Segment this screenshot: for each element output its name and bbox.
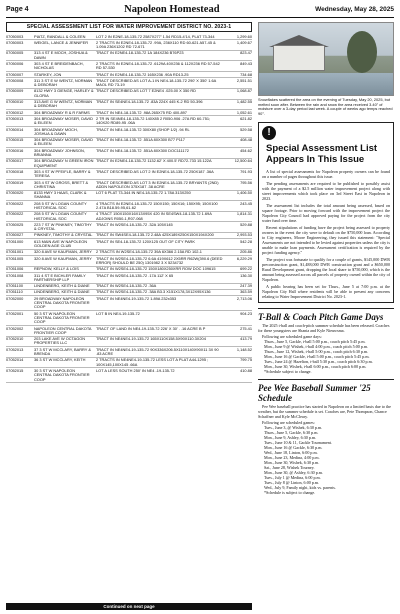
parcel-id: 07052015	[6, 367, 24, 373]
owner-name: 313 4 ST E MOCH, JOSHUA & DAWN	[34, 50, 88, 60]
masthead	[6, 4, 394, 18]
owner-name: NAPOLEON CENTRAL DAKOTA FRONTIER COOP	[34, 325, 92, 335]
paragraph: Sat., June 28, Wishek Tourney.	[264, 464, 315, 470]
paragraph: The project was fortunate to qualify for a couple of grants, $145,000 DWR preconstruction grant, $1,488,000 DWR construction grant and a $650,000 Rural Development grant, dropping the local share to $750,000, which is the amount being assessed across all parcels of property owned within the city of Napoleon.	[262, 256, 390, 282]
owner-name: 303 4 ST W GROSS, BRETT & CHRISTINA	[34, 179, 89, 189]
assessment-amount: 1,052.61	[236, 109, 252, 115]
assessment-amount: 1,068.87	[236, 88, 252, 94]
assessment-row	[6, 89, 252, 100]
assessment-row	[6, 311, 252, 326]
photo-caption: Snowflakes scattered the area on the evening of Tuesday, May 20, 2025, but melted soon after. Between the rain and snow the area received 3.40" of moisture over a 3-day period last week. A couple of weeks ago temps reached 90°.	[258, 97, 393, 116]
assessment-amount: 849.43	[240, 60, 252, 66]
paragraph: A list of special assessments for Napoleon property owners can be found on a number of pages throughout this issue.	[262, 168, 390, 179]
paragraph: Mon., June 9 @ Wishek, t-ball 4:00 p.m., coach pitch 5:00 p.m.	[264, 343, 369, 349]
parcel-id: 07050016	[6, 147, 24, 153]
assessment-amount: 799.75	[240, 357, 252, 363]
parcel-id: 07051000	[6, 238, 24, 244]
owner-name: 320 8 AVE W KAUFMAN, JERRY	[34, 249, 92, 255]
owner-name: 29 BROADWAY NAPOLEON CENTRAL DAKOTA FRONTIER COOP	[34, 295, 90, 310]
legal-description: TRACT IN SW4SE4-18-135-72 2.48A 425X189X250X150X194X200	[96, 232, 214, 238]
issue-date: Wednesday, May 28, 2025	[315, 6, 394, 13]
paragraph: A public hearing has been set for Thurs., June 5 at 7:00 p.m. at the Napoleon City Hall where residents will be able to present any concerns relating to Water Improvement District No. 2023-1.	[262, 283, 390, 299]
legal-description: TRACT IN NE4-18-135-72 .98A 265X75 RD 400-897	[96, 109, 187, 115]
paragraph: Mon., June 23, Medina, 4:00 p.m.	[264, 454, 320, 460]
peewee-body	[258, 404, 394, 495]
assessment-row	[6, 368, 252, 383]
assessment-row	[6, 296, 252, 311]
parcel-id: 07051008	[6, 272, 24, 278]
legal-description: 2 TRACTS IN E2NE4-18-135-72 .6129A 40X236 & 112X236 RD 57-542 RD 57-530	[96, 60, 220, 71]
legal-description: 4 TRACTS IN E2NE4-18-135-72 150X150; 150X16; 150X95; 150X100 2.47A B18.59-95,61-62	[96, 200, 218, 210]
owner-name: 304 BROADWAY MOSER, DAVID & EILEEN	[34, 137, 93, 147]
legal-description: TRACT IN NE4-18-135-72 300X80 (SHOP 1/2) .94 RL	[96, 126, 190, 132]
assessment-row	[6, 191, 252, 202]
legal-description: TRACT IN W2SE4-18-135-72 .17A 112' X 65	[96, 272, 174, 278]
assessment-row	[6, 201, 252, 212]
paragraph: Recent stipulations of funding have the project being assessed to property owners in the event the city were to default on the $750,000 loan. According to City engineers, Moore Engineering, they issued this statement: "Special Assessments are not intended to be levied against properties unless the city is unable to make loan payments. Assessment certification is required by the project funding agency."	[262, 224, 390, 255]
parcel-id: 07051100	[6, 283, 24, 289]
assessment-amount: 6,229.29	[236, 255, 252, 261]
parcel-id: 07050017	[6, 158, 24, 164]
owner-name: 320 8 AVE W KAUFMAN, JERRY	[34, 255, 92, 261]
owner-name: LINDENBERG, KEITH & DIANE	[34, 289, 90, 295]
assessment-rows	[6, 34, 252, 383]
parcel-id: 07050022	[6, 211, 24, 217]
legal-description: 2 TRACTS IN E2NE4-18-135-72 .99A, 236X110 RD 60-621 A57-45 & 1.09A 236X1202 RD 72-671	[96, 39, 216, 50]
exclamation-icon: !	[262, 126, 276, 140]
paragraph: Thurs., June 12, Wishek, t-ball 5:00 p.m., coach pitch 6:30 p.m.	[264, 348, 369, 354]
parcel-id: 07050003	[6, 33, 24, 39]
owner-name: 37 3 ST W MCCLARY, BARRY & BRENDA	[34, 346, 91, 357]
parcel-id: 07050018	[6, 168, 24, 174]
owner-name: LINDENBERG, KEITH & DIANE	[34, 283, 90, 289]
assessment-amount: 529.88	[240, 221, 252, 227]
assessment-row	[6, 78, 252, 89]
assessment-amount: 823.47	[240, 50, 252, 56]
assessment-amount: 734.68	[240, 71, 252, 77]
owner-name: 8132 HWY 3 GIENGE, HARLEY & GLORIA	[34, 88, 94, 98]
legal-description: TRACT IN W2SE4-18-135-72 .38A B3.3 X151X178,3X12X95X136	[96, 289, 211, 295]
legal-description: TRACT DESCRIBED AS LOT 2 IN E2NE4-18-135-72 250X187 .36A	[96, 168, 214, 174]
owner-name: 304 BROADWAY R & R FARMS	[34, 109, 90, 115]
owner-name: PINKNEY, TIMOTHY & CRYSTAL	[34, 232, 93, 238]
assessment-amount: 621.82	[240, 115, 252, 121]
legal-description: TRACT IN E2NE4-18-135-72 1A 184X236 B76P23	[96, 50, 184, 56]
owner-name: REPNOW, KELLY & LOIS	[34, 266, 79, 272]
owner-name: 304 BROADWAY MOSER, DAVID & EILEEN	[34, 115, 93, 126]
legal-description: LOT 2 IN E2NE-18-135-72 2587X277' 1.54 RD15-4'14, PLAT 73-344	[96, 33, 215, 39]
parcel-id: 07052000	[6, 295, 24, 301]
tball-body	[258, 323, 394, 374]
assessment-amount: 904.23	[240, 310, 252, 316]
parcel-id: 07052013	[6, 346, 24, 352]
assessment-row	[6, 127, 252, 138]
legal-description: TRACT IN E2NE4-18-135-72 1132.62' X 400.5' RD72-733 15.122A	[96, 158, 212, 164]
assessment-amount: 408.48	[240, 137, 252, 143]
paragraph: Tues., June 3, @ Wishek, 6:30 p.m.	[264, 424, 323, 430]
assessment-amount: 247.39	[240, 283, 252, 289]
parcel-id: 07050014	[6, 126, 24, 132]
assessment-amount: 413.79	[240, 336, 252, 342]
paragraph: Mon., June 16 @ Gackle, t-ball 5:00 p.m., coach pitch 5:45 p.m.	[264, 353, 370, 359]
parcel-id: 07050019	[6, 179, 24, 185]
parcel-id: 07050027	[6, 232, 24, 238]
parcel-id: 07050006	[6, 60, 24, 66]
paragraph: Pee Wee baseball practice has started in Napoleon on a limited basis due to the weather, but the summer schedule is set. Coaches are, Pete Thompson, Chance Schaffner and Kyle McCleary.	[258, 403, 391, 419]
owner-name: 30 3 ST W NAPOLEON CENTRAL DAKOTA FRONTIER COOP	[34, 367, 90, 382]
paragraph: Tues., July 1 @ Medina, 6:00 p.m.	[264, 474, 321, 480]
owner-name: WEIGEL, LANCE & JENNIFER	[34, 39, 89, 45]
paragraph: Mon., June 30, Wishek, t-ball 6:00 p.m., coach pitch 6:00 p.m.	[264, 363, 367, 369]
owner-name: 304 BROADWAY N GREEN IRON EQUIPMENT	[34, 158, 94, 168]
paragraph: Mon., June 30, Wishek, 6:30 p.m.	[264, 459, 320, 465]
parcel-id: 07051005	[6, 255, 24, 261]
legal-description: TRACT IN NE4NE4-19-135-72 90X336X206.5X110X140X90X11 3X 90 .83 ACRE	[96, 346, 219, 357]
assessment-amount: 410.88	[240, 367, 252, 373]
assessment-row	[6, 100, 252, 111]
assessment-row	[6, 337, 252, 348]
legal-description: TRACT IN W2SE4-18-135-72 150X180X250XRR ROW DOC 109615	[96, 266, 216, 272]
parcel-id: 07050025	[6, 221, 24, 227]
legal-description: TRACT IN NE4NE4-19-135-72 1.89A 232x353	[96, 295, 177, 301]
peewee-article	[258, 379, 394, 495]
owner-name: 311 3 ST E W WENTZ, NORMAN & DEBORAH	[34, 77, 93, 88]
owner-name: 304 BROADWAY JOHNSON, BRIANNA	[34, 147, 85, 158]
parcel-id: 07050015	[6, 137, 24, 143]
assessment-amount: 1,814.31	[236, 211, 252, 217]
parcel-id: 07050009	[6, 88, 24, 94]
owner-name: 36 3 ST W MCCLARY, KEITH	[34, 357, 86, 363]
paragraph: Tues., June 10 & 11, Gackle Tournament.	[264, 439, 333, 445]
assessment-amount: 136.30	[240, 272, 252, 278]
assessment-amount: 795.56	[240, 179, 252, 185]
paragraph: Thurs., June 5, Gackle, 6:30 p.m.	[264, 429, 319, 435]
parcel-id: 07051006	[6, 266, 24, 272]
assessment-row	[6, 256, 252, 267]
paragraph: The 2025 t-ball and coach-pitch summer schedule has been released. Coaches for these youngsters are Shania and Kyle Nieuwsma.	[258, 322, 390, 333]
assessment-row	[6, 61, 252, 72]
assessment-amount: 363.59	[240, 289, 252, 295]
parcel-id: 07050010	[6, 99, 24, 105]
paragraph: Following are scheduled games:	[262, 419, 315, 425]
legal-description: 4 TRACT 150X150X16X13X95X 420 IN SE4SW4-18-135-72 1.69A ADJOINS R050-1,R07-068	[96, 211, 212, 221]
parcel-id: 07051001	[6, 249, 24, 255]
assessment-amount: 12,500.64	[234, 158, 252, 164]
continued-banner: Continued on next page	[6, 603, 252, 610]
paragraph: Mon., June 16 @ Gackle, 6:30 p.m.	[264, 444, 323, 450]
paragraph: Wed., June 18, Linton, 6:00 p.m.	[264, 449, 318, 455]
parcel-id: 07051110	[6, 289, 23, 295]
paragraph: *Schedule subject to change.	[264, 368, 312, 374]
parcel-id: 07052001	[6, 310, 24, 316]
owner-name: 208 5 ST W LOGAN COUNTY HISTORICAL SOC	[34, 211, 87, 221]
parcel-id: 07050013	[6, 115, 24, 121]
tball-title: T-Ball & Coach Pitch Game Days	[258, 311, 384, 322]
assessment-row	[6, 239, 252, 250]
assessment-amount: 275.41	[240, 325, 252, 331]
newspaper-title: Napoleon Homestead	[124, 4, 220, 15]
paragraph: Wed., July 9, Family night, kids vs. parents.	[264, 484, 336, 490]
paragraph: Tues., June 24 @ Hazelton, t-ball 5:30 p.m., coach pitch 6:30 p.m.	[264, 358, 373, 364]
notice-title: Special Assessment List Appears In This Issue	[266, 143, 378, 165]
assessment-amount: 1,148.52	[236, 346, 252, 352]
paragraph: Tues., July 8 @ Linton, 6:00 p.m.	[264, 479, 320, 485]
lake-shape	[259, 73, 394, 96]
legal-description: LOT A LESS SOUTH 250' IN NE4 -19-135-72	[96, 367, 175, 373]
legal-description: TRACT IN W2SE4-18-135-72 .32A 105X145	[96, 221, 173, 227]
paragraph: Mon., June 9, Ashley, 6:30 p.m.	[264, 434, 317, 440]
peewee-title: Pee Wee Baseball Summer '25 Schedule	[258, 382, 371, 403]
assessment-row	[6, 358, 252, 369]
special-assessment-notice	[258, 122, 394, 303]
owner-name: 50 3 ST W NAPOLEON CENTRAL DAKOTA FRONTIER COOP	[34, 310, 90, 325]
paragraph: Following are scheduled game days:	[262, 333, 322, 339]
owner-name: 303 4 ST E BREIDENBACH, NICHOLAS	[34, 60, 84, 71]
legal-description: 2 TRACTS IN W2SE4-18-135-72 39A 6X366 2.15A RD 102-1	[96, 249, 202, 255]
parcel-id: 07052014	[6, 357, 24, 363]
assessment-amount: 529.58	[240, 126, 252, 132]
owner-name: STARKEY, JON	[34, 71, 62, 77]
assessment-row	[6, 180, 252, 191]
parcel-id: 07050022	[6, 200, 24, 206]
assessment-row	[6, 51, 252, 62]
parcel-id: 07050008	[6, 77, 24, 83]
legal-description: TRACT IN NE4-18-135-72 .551A 80X300 B77 P117	[96, 137, 185, 143]
owner-name: PIATZ, RANDALL & COLEEN	[34, 33, 86, 39]
assessment-amount: 1,406.50	[236, 190, 252, 196]
legal-description: TRACT IN SE4-18-135-72 120X125 OUT OF CITY PARK	[96, 238, 195, 244]
owner-name: 613 MAIN AVE W NAPOLEON GOLDEN AGE CLUB	[34, 238, 88, 249]
owner-name: 203 LAKE AVE W OCTAGON PROPERTIES LLC	[34, 336, 86, 346]
assessment-amount: 2,551.51	[236, 77, 252, 83]
parcel-id: 07050007	[6, 71, 24, 77]
assessment-row	[6, 326, 252, 337]
tball-article	[258, 308, 394, 374]
owner-name: 223 7 ST W PINKNEY, TIMOTHY & CRYSTAL	[34, 221, 92, 232]
paragraph: The pending assessments are required to be published to possibly assist with the payment of a $2.5 million water improvement project along with street improvements which took place on 3rd Street East in Napoleon in 2023.	[262, 180, 390, 201]
owner-name: 311 4 ST E BICHLER FAMILY PARTNERSHIP LLP	[34, 272, 86, 282]
legal-description: TRACT IN W2SE4-18-135-72 .36A	[96, 283, 157, 289]
house-shape	[273, 45, 325, 71]
right-column	[258, 22, 394, 610]
parcel-id: 07052010	[6, 336, 24, 342]
parcel-id: 07050003	[6, 39, 24, 45]
tree-shape	[347, 31, 377, 73]
legal-description: TRACT IN NE4-18-135-72 .551A 80X300 DOC111172	[96, 147, 189, 153]
assessment-row	[6, 347, 252, 358]
assessment-heading: SPECIAL ASSESSMENT LIST FOR WATER IMPROVEMENT DISTRICT NO. 2023-1	[6, 22, 252, 32]
owner-name: 304 BROADWAY MOCH, JOSHUA & DAWN	[34, 126, 78, 136]
legal-description: TRACT OF LAND IN NE4-19-135-72 226' X 30' . .16 ACRE B P	[96, 325, 206, 331]
snow-photo	[258, 22, 394, 96]
assessment-amount: 1,409.67	[236, 39, 252, 45]
page-number: Page 4	[6, 6, 29, 13]
assessment-row	[6, 148, 252, 159]
assessment-amount: 2,713.06	[236, 295, 252, 301]
legal-description: TRACT DESCRIBED AS LOT A-1 IN NE4-18-135-72 290' X 350' 1.6A MAOL RD 73-19	[96, 77, 217, 88]
assessment-row	[6, 159, 252, 170]
legal-description: TRACT IN W2SE4-18-135-72 6.6A 419X612 2X5RR R62W(390.6 (DEED ERROR) SHOULD BE 250) 1301982 3 X 5234732	[96, 255, 223, 265]
paragraph: The assessment list includes the total amount being assessed, based on square footage. Prior to moving forward with the improvement project the Napoleon City Council had approved paying for the project from the city water fund over time.	[262, 202, 390, 223]
parcel-id: 07050012	[6, 109, 24, 115]
legal-description: 2 TR IN SE4NE4-18-135-72 140X85 2 R050-906 .27A RD 60-751; 140X20 RD89-95 .06A	[96, 115, 211, 126]
assessment-row	[6, 169, 252, 180]
assessment-amount: 243.45	[240, 200, 252, 206]
assessment-row	[6, 40, 252, 51]
assessment-row	[6, 116, 252, 127]
assessment-amount: 542.28	[240, 238, 252, 244]
legal-description: 2 TRACTS IN NE4NE4-19-135-72 LESS LOT A PLAT A44-1295 ; 100X145,100X145 .66A	[96, 357, 209, 367]
legal-description: TRACT IN E2NE4-18-135-72 165X236 .90A RD13-25	[96, 71, 189, 77]
legal-description: TRACT DESCRIBED AS LOT 7 E2NE4 .025.00 X 350 RD	[96, 88, 196, 94]
owner-name: 303 4 ST W PFEIFLE, BARRY & TERESA	[34, 168, 91, 179]
owner-name: 8133 HWY 3 HAAS, CLARK & SHANNA	[34, 190, 87, 200]
assessment-row	[6, 273, 252, 284]
assessment-row	[6, 222, 252, 233]
assessment-amount: 2,993.53	[236, 232, 252, 238]
legal-description: LOT B IN NE4-19-135-72	[96, 310, 140, 316]
assessment-row	[6, 138, 252, 149]
paragraph: *Schedule is subject to change.	[264, 489, 316, 495]
parcel-id: 07052002	[6, 325, 24, 331]
assessment-amount: 205.86	[240, 249, 252, 255]
legal-description: TRACT IN SE4NE4-18-135-72 .83A 224X 445 K-2 RD 50-396	[96, 99, 203, 105]
assessment-amount: 1,482.55	[236, 99, 252, 105]
owner-name: 313 AVE G W WENTZ, NORMAN & DEBORAH	[34, 99, 93, 109]
assessment-amount: 791.93	[240, 168, 252, 174]
parcel-id: 07050005	[6, 50, 24, 56]
legal-description: TRACT DESCRIBED AS LOT 3 IN E2NE4-18-135-72 BRYANTS (2ND) ADDN NAPOLEON 375X187 .38 ACRE	[96, 179, 219, 189]
assessment-row	[6, 212, 252, 223]
paragraph: Thurs., June 5, Gackle, t-ball 5:00 p.m., coach pitch 5:45 p.m.	[264, 338, 366, 344]
legal-description: LOT 6 PLAT 73-344 IN NE4-18-135-72 1.78A 313X250	[96, 190, 191, 196]
assessment-list	[6, 22, 252, 610]
legal-description: TRACT IN NE4NE4-19-135-72 165X110X158.5X90X110.3X204	[96, 336, 206, 342]
notice-body	[262, 169, 390, 299]
paragraph: Mon., June 30, @ Ashley, 6:30 p.m.	[264, 469, 323, 475]
owner-name: 208 5 ST W LOGAN COUNTY HISTORICAL SOC	[34, 200, 87, 210]
assessment-amount: 1,299.60	[236, 33, 252, 39]
parcel-id: 07050020	[6, 190, 24, 196]
assessment-amount: 454.62	[240, 147, 252, 153]
assessment-amount: 699.22	[240, 266, 252, 272]
